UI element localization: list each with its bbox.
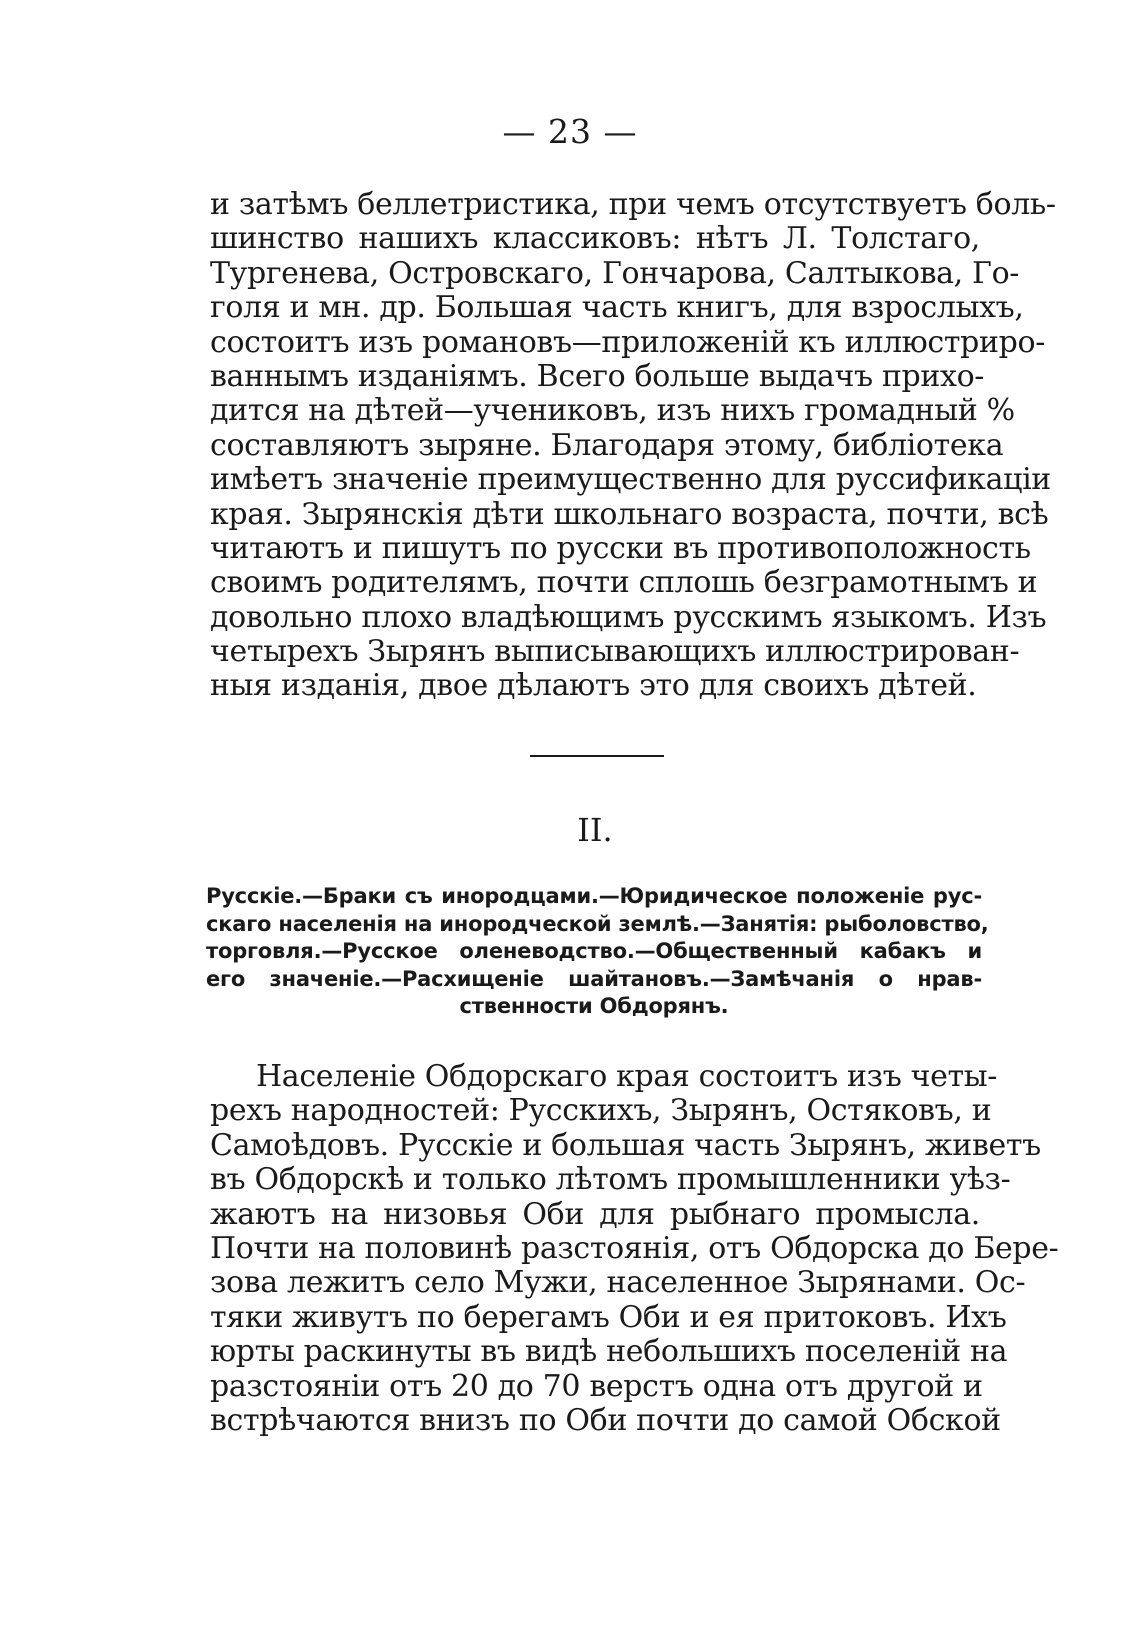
- paragraph-1: [210, 187, 1056, 704]
- summary-line: ственности Обдорянъ.: [459, 994, 729, 1019]
- summary-line: скаго населенiя на инородческой землѣ.—Занятiя: рыболовство,: [206, 911, 989, 936]
- summary-line: торговля.—Русское оленеводство.—Общественный кабакъ и: [206, 939, 982, 964]
- text-line: разстоянiи отъ 20 до 70 верстъ одна отъ другой и: [210, 1368, 983, 1404]
- text-line: Почти на половинѣ разстоянiя, отъ Обдорска до Бере-: [210, 1230, 1059, 1266]
- text-line: дится на дѣтей—учениковъ, изъ нихъ громадный %: [210, 393, 1015, 429]
- chapter-summary: [206, 883, 989, 1021]
- section-divider-rule: [530, 755, 664, 757]
- text-line: шинство нашихъ классиковъ: нѣтъ Л. Толстаго,: [210, 221, 980, 257]
- text-line: Тургенева, Островскаго, Гончарова, Салтыкова, Го-: [210, 255, 1020, 291]
- paragraph-2: [210, 1059, 1059, 1438]
- text-line: составляютъ зыряне. Благодаря этому, библiотека: [210, 427, 1004, 463]
- text-line: зова лежитъ село Мужи, населенное Зырянами. Ос-: [210, 1265, 1026, 1301]
- text-line: встрѣчаются внизъ по Оби почти до самой Обской: [210, 1402, 1001, 1438]
- text-line: четырехъ Зырянъ выписывающихъ иллюстрирован-: [210, 634, 1020, 670]
- summary-line: Русскiе.—Браки съ инородцами.—Юридическое положенiе рус-: [206, 884, 982, 908]
- text-line: Населенiе Обдорскаго края состоитъ изъ четы-: [256, 1059, 998, 1094]
- text-line: ваннымъ изданiямъ. Всего больше выдачъ прихо-: [210, 358, 985, 394]
- text-line: Самоѣдовъ. Русскiе и большая часть Зырянъ, живетъ: [210, 1127, 1041, 1163]
- text-line: своимъ родителямъ, почти сплошь безграмотнымъ и: [210, 565, 1038, 601]
- text-line: имѣетъ значенiе преимущественно для руссификацiи: [210, 462, 1051, 498]
- text-line: жаютъ на низовья Оби для рыбнаго промысла.: [210, 1196, 980, 1232]
- text-line: состоитъ изъ романовъ—приложенiй къ иллюстриро-: [210, 324, 1045, 360]
- text-line: и затѣмъ беллетристика, при чемъ отсутствуетъ боль-: [210, 187, 1056, 222]
- page-number: — 23 —: [502, 112, 638, 151]
- text-line: ныя изданiя, двое дѣлаютъ это для своихъ дѣтей.: [210, 668, 977, 704]
- text-line: рехъ народностей: Русскихъ, Зырянъ, Остяковъ, и: [210, 1093, 992, 1129]
- text-line: голя и мн. др. Большая часть книгъ, для взрослыхъ,: [210, 290, 1024, 326]
- text-line: тяки живутъ по берегамъ Оби и ея притоковъ. Ихъ: [210, 1299, 1007, 1335]
- text-line: довольно плохо владѣющимъ русскимъ языкомъ. Изъ: [210, 599, 1047, 635]
- text-line: юрты раскинуты въ видѣ небольшихъ поселенiй на: [210, 1334, 1008, 1370]
- text-line: въ Обдорскѣ и только лѣтомъ промышленники уѣз-: [210, 1162, 1011, 1198]
- text-line: читаютъ и пишутъ по русски въ противоположность: [210, 530, 1031, 566]
- section-number: II.: [577, 811, 613, 849]
- summary-line: его значенiе.—Расхищенiе шайтановъ.—Замѣчанiя о нрав-: [206, 966, 982, 991]
- text-line: края. Зырянскiя дѣти школьнаго возраста, почти, всѣ: [210, 496, 1049, 532]
